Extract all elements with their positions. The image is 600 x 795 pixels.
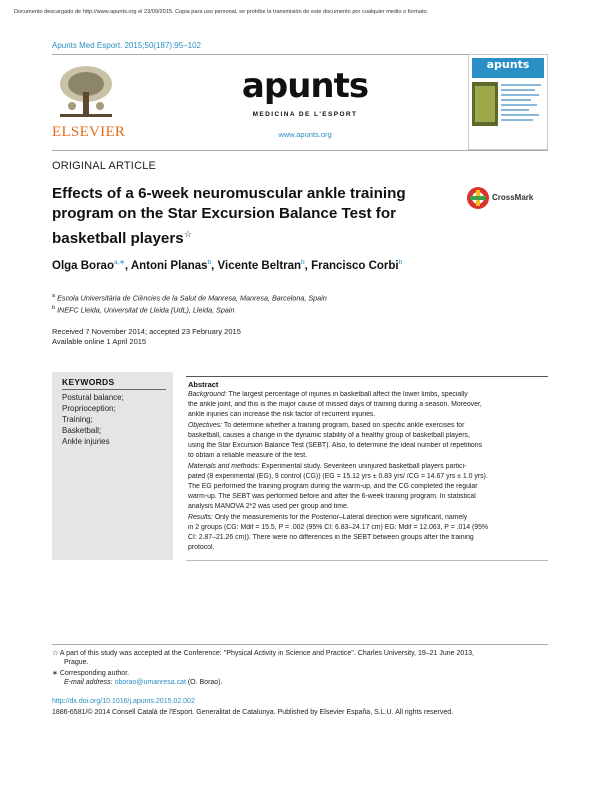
abstract-line: analysis MANOVA 2*2 was used per group and time. bbox=[188, 503, 349, 510]
doi-link[interactable]: http://dx.doi.org/10.1016/j.apunts.2015.02.002 bbox=[52, 698, 195, 705]
abstract-line: using the Star Excursion Balance Test (SEBT). Also, to determine the ideal number of repetitions bbox=[188, 442, 483, 449]
article-title bbox=[52, 184, 432, 249]
header-rule-bottom bbox=[52, 150, 548, 151]
abstract-line: to obtain a reliable measure of the test. bbox=[188, 452, 308, 459]
download-notice: Documento descargado de http://www.apunts.org el 23/09/2015. Copia para uso personal, se prohíbe la transmisión de este documento por cualquier medio o formato. bbox=[14, 9, 429, 15]
abstract-line: Background: The largest percentage of injuries in basketball affect the lower limbs, specially bbox=[188, 391, 468, 398]
footnote-corresponding: ∗ Corresponding author. bbox=[52, 670, 130, 677]
keyword: Training; bbox=[62, 415, 93, 424]
title-line: Effects of a 6-week neuromuscular ankle training bbox=[52, 185, 406, 202]
received-date: Received 7 November 2014; accepted 23 February 2015 bbox=[52, 327, 241, 336]
apunts-logo: apunts bbox=[241, 66, 369, 106]
footnote-star: ☆ A part of this study was accepted at the Conference: ''Physical Activity in Science and Practice''. Charles University, 19–21 June 2013, bbox=[52, 650, 474, 657]
abstract-line: basketball, causes a change in the dynamic stability of a healthy group of basketball players, bbox=[188, 432, 470, 439]
footnote-rule bbox=[52, 644, 548, 645]
crossmark-icon[interactable] bbox=[466, 186, 490, 210]
keyword: Basketball; bbox=[62, 426, 102, 435]
author-affil-marker[interactable]: a,∗ bbox=[113, 259, 125, 266]
footnote-email: E-mail address: oborao@umanresa.cat (O. Borao). bbox=[64, 679, 223, 686]
keywords-rule bbox=[62, 389, 166, 390]
cover-text-lines bbox=[501, 84, 543, 124]
affiliation: $^a$ Escola Universitària de Ciències de la Salut de Manresa, Manresa, Barcelona, Spain bbox=[52, 293, 327, 303]
keyword: Postural balance; bbox=[62, 393, 124, 402]
abstract-line: Results: Only the measurements for the Posterior–Lateral direction were significant, namely bbox=[188, 514, 468, 521]
affiliation: $^b$ INEFC Lleida, Universitat de Lleida (UdL), Lleida, Spain bbox=[52, 305, 235, 315]
online-date: Available online 1 April 2015 bbox=[52, 337, 147, 346]
abstract-line: CI: 2.87–21.26 cm)). There were no differences in the SEBT between groups after the training bbox=[188, 534, 474, 541]
abstract-line: The EG performed the training program during the warm-up, and the CG completed the regular bbox=[188, 483, 478, 490]
abstract-line: ankle injuries can increase the risk factor of recurrent injuries. bbox=[188, 411, 376, 418]
author-name[interactable]: Francisco Corbi bbox=[311, 259, 399, 272]
crossmark-label[interactable]: CrossMark bbox=[492, 193, 534, 202]
abstract-line: the ankle joint, and this is the major cause of missed days of training during a season. Moreover, bbox=[188, 401, 482, 408]
author-name[interactable]: Vicente Beltran bbox=[217, 259, 302, 272]
journal-url-link[interactable]: www.apunts.org bbox=[278, 130, 332, 139]
author-affil-marker[interactable]: b bbox=[398, 259, 403, 266]
abstract-heading: Abstract bbox=[188, 380, 219, 389]
author-name[interactable]: Olga Borao bbox=[52, 259, 114, 272]
elsevier-tree-logo bbox=[52, 62, 120, 120]
keyword: Ankle injuries bbox=[62, 437, 110, 446]
abstract-line: Materials and methods: Experimental study. Seventeen uninjured basketball players partici- bbox=[188, 463, 467, 470]
elsevier-wordmark: ELSEVIER bbox=[52, 124, 126, 140]
abstract-line: in 2 groups (CG: Mdif = 15.5, P = .002 (95% CI: 6.83–24.17 cm) EG: Mdif = 12.063, P = .014 (95% bbox=[188, 524, 489, 531]
abstract-rule-top bbox=[186, 376, 548, 377]
footnote-star-cont: Prague. bbox=[64, 659, 89, 666]
abstract-line: warm-up. The SEBT was performed before and after the 6-week training program. In statistical bbox=[188, 493, 476, 500]
email-link[interactable]: oborao@umanresa.cat bbox=[114, 679, 186, 686]
abstract-line: protocol. bbox=[188, 544, 215, 551]
author-affil-marker[interactable]: b bbox=[301, 259, 305, 266]
author-name[interactable]: Antoni Planas bbox=[130, 259, 208, 272]
title-footnote-star[interactable]: ☆ bbox=[183, 229, 192, 239]
title-line: basketball players☆ bbox=[52, 229, 192, 248]
keyword: Proprioception; bbox=[62, 404, 116, 413]
abstract-line: Objectives: To determine whether a training program, based on specific ankle exercises for bbox=[188, 422, 465, 429]
author-affil-marker[interactable]: b bbox=[207, 259, 212, 266]
journal-citation[interactable]: Apunts Med Esport. 2015;50(187):95–102 bbox=[52, 41, 201, 50]
copyright-line: 1886-6581/© 2014 Consell Català de l'Esport. Generalitat de Catalunya. Published by Elsevier España, S.L.U. All rights reserved. bbox=[52, 709, 454, 716]
title-line: program on the Star Excursion Balance Test for bbox=[52, 205, 397, 222]
author-list: Olga Borao$^{a,∗}$, Antoni Planas$^b$, Vicente Beltran$^b$, Francisco Corbi$^b$ bbox=[52, 259, 403, 272]
section-label: ORIGINAL ARTICLE bbox=[52, 160, 157, 172]
cover-image-inner bbox=[475, 86, 495, 122]
keywords-heading: KEYWORDS bbox=[62, 377, 115, 387]
abstract-rule-bottom bbox=[186, 560, 548, 561]
abstract-line: pated (8 experimental (EG), 9 control (CG)) (EG = 15.12 yrs ± 0.83 yrs/ /CG = 14.67 yrs ± 1.0 yrs). bbox=[188, 473, 488, 480]
cover-title: apunts bbox=[486, 58, 530, 71]
journal-subtitle: MEDICINA DE L'ESPORT bbox=[252, 111, 358, 118]
